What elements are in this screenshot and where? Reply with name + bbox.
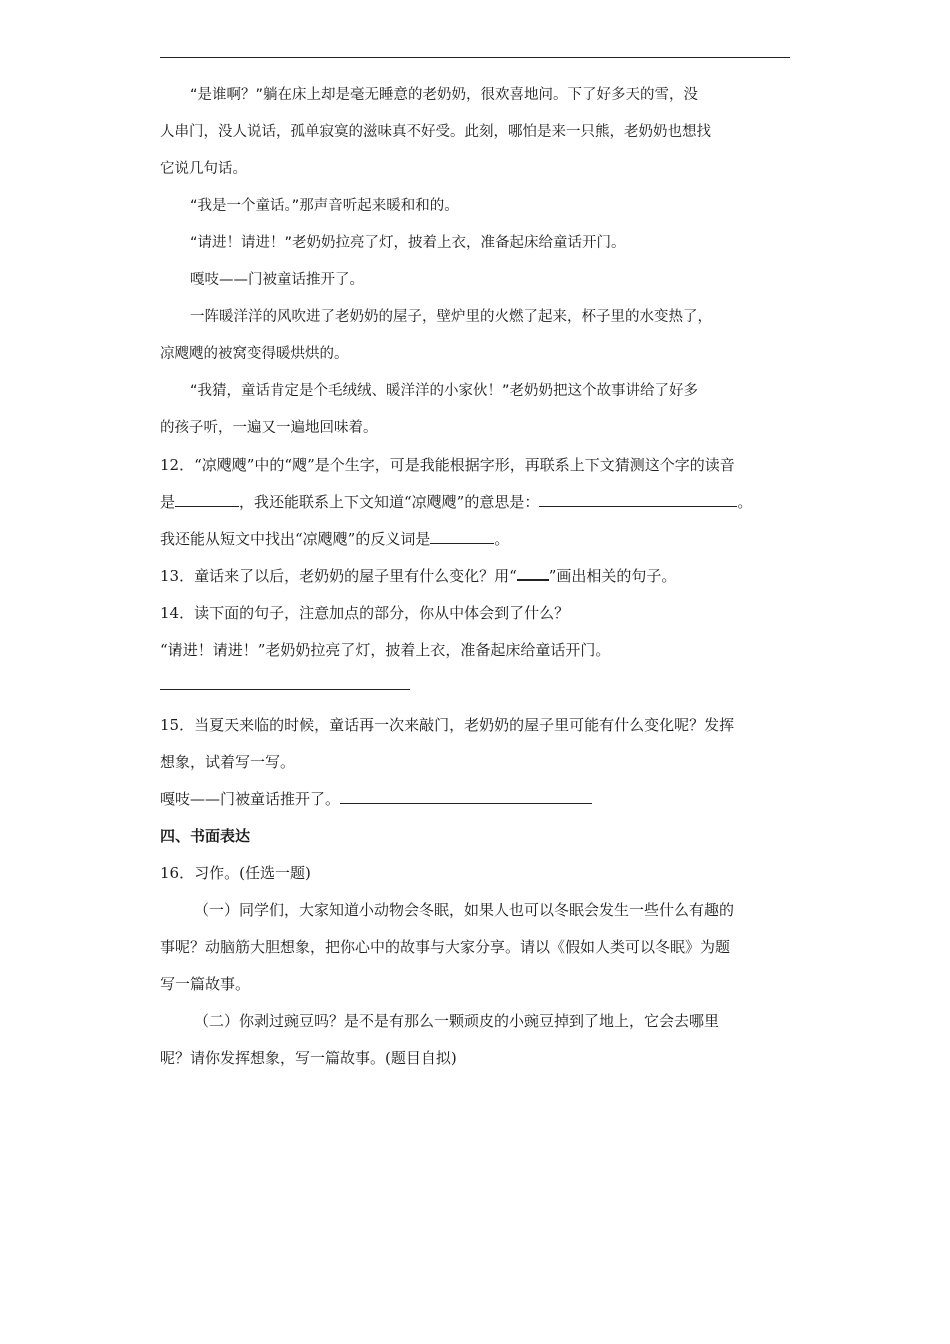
story-paragraph-5-line-1: 一阵暖洋洋的风吹进了老奶奶的屋子，壁炉里的火燃了起来，杯子里的水变热了，: [190, 309, 712, 325]
question-16-option-2-line-2: 呢？请你发挥想象，写一篇故事。(题目自拟): [160, 1049, 457, 1067]
question-15-prompt: 嘎吱——门被童话推开了。: [160, 790, 341, 808]
question-12-text-d: 我还能从短文中找出“凉飕飕”的反义词是: [160, 530, 431, 548]
question-13-text-b: ”画出相关的句子。: [548, 567, 677, 585]
answer-blank-pronunciation[interactable]: [175, 491, 239, 507]
question-16-option-1-line-3: 写一篇故事。: [160, 975, 251, 993]
story-paragraph-6-line-2: 的孩子听，一遍又一遍地回味着。: [160, 420, 378, 436]
dotted-char-1: 请 ·: [168, 632, 183, 669]
answer-line-question-14[interactable]: [160, 669, 410, 690]
question-12-text-e: 。: [494, 530, 510, 548]
story-paragraph-6-line-1: “我猜，童话肯定是个毛绒绒、暖洋洋的小家伙！”老奶奶把这个故事讲给了好多: [190, 383, 699, 399]
question-12-text-c: 。: [737, 493, 753, 511]
story-paragraph-5-line-2: 凉飕飕的被窝变得暖烘烘的。: [160, 346, 349, 362]
question-15-line-2: 想象，试着写一写。: [160, 753, 296, 771]
question-14-prompt: 14．读下面的句子，注意加点的部分，你从中体会到了什么？: [160, 604, 570, 622]
question-12-line-2: [160, 484, 792, 521]
question-13: [160, 558, 792, 595]
question-12-text-a: 是: [160, 493, 176, 511]
question-16-option-2-line-1: （二）你剥过豌豆吗？是不是有那么一颗顽皮的小豌豆掉到了地上，它会去哪里: [194, 1012, 720, 1030]
page-content: [160, 77, 792, 1077]
question-16-option-1-line-2: 事呢？动脑筋大胆想象，把你心中的故事与大家分享。请以《假如人类可以冬眠》为题: [160, 938, 731, 956]
section-heading-writing: 四、书面表达: [160, 827, 251, 845]
quote-punct-2: ！”: [242, 641, 266, 659]
dotted-char-4: 进 ·: [228, 632, 243, 669]
dotted-char-2: 进 ·: [183, 632, 198, 669]
question-14-quote: [160, 632, 792, 669]
quote-rest: 老奶奶拉亮了灯，披着上衣，准备起床给童话开门。: [265, 641, 611, 659]
story-paragraph-1-line-1: “是谁啊？”躺在床上却是毫无睡意的老奶奶，很欢喜地问。下了好多天的雪，没: [190, 87, 699, 103]
question-16-option-1-line-1: （一）同学们，大家知道小动物会冬眠，如果人也可以冬眠会发生一些什么有趣的: [194, 901, 735, 919]
story-paragraph-4: 嘎吱——门被童话推开了。: [190, 272, 364, 288]
answer-blank-antonym[interactable]: [430, 528, 494, 544]
quote-punct-1: ！: [197, 641, 213, 659]
question-12-line-3: [160, 521, 792, 558]
question-15-line-3: [160, 781, 792, 818]
story-paragraph-3: “请进！请进！”老奶奶拉亮了灯，披着上衣，准备起床给童话开门。: [190, 235, 626, 251]
story-paragraph-1-line-2: 人串门，没人说话，孤单寂寞的滋味真不好受。此刻，哪怕是来一只熊，老奶奶也想找: [160, 124, 711, 140]
answer-blank-question-15[interactable]: [340, 788, 592, 804]
story-paragraph-2: “我是一个童话。”那声音听起来暖和和的。: [190, 198, 459, 214]
quote-open-mark: “: [160, 641, 168, 659]
question-12-text-b: ，我还能联系上下文知道“凉飕飕”的意思是：: [239, 493, 540, 511]
answer-blank-meaning[interactable]: [539, 491, 737, 507]
question-16-title: 16．习作。(任选一题): [160, 864, 311, 882]
dotted-char-3: 请 ·: [213, 632, 228, 669]
story-paragraph-1-line-3: 它说几句话。: [160, 161, 247, 177]
underline-symbol: [517, 565, 549, 581]
question-13-text-a: 13．童话来了以后，老奶奶的屋子里有什么变化？用“: [160, 567, 517, 585]
question-15-line-1: 15．当夏天来临的时候，童话再一次来敲门，老奶奶的屋子里可能有什么变化呢？发挥: [160, 716, 735, 734]
question-12-line-1: 12．“凉飕飕”中的“飕”是个生字，可是我能根据字形，再联系上下文猜测这个字的读音: [160, 456, 735, 474]
header-rule: [160, 57, 790, 58]
